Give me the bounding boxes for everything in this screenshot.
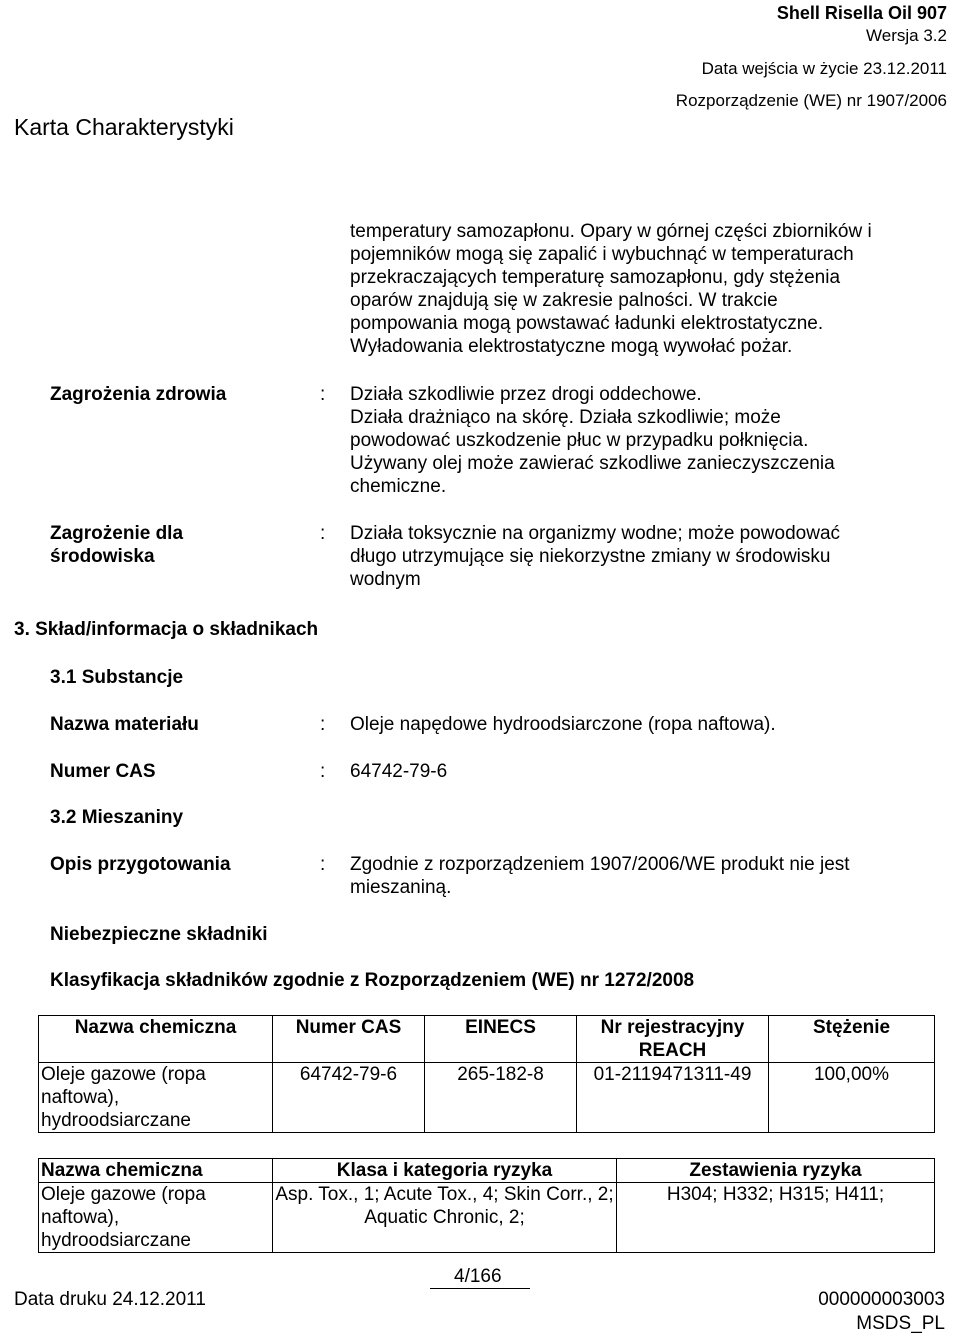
table-cell: H304; H332; H315; H411; bbox=[617, 1183, 935, 1253]
column-header: Nazwa chemiczna bbox=[39, 1016, 273, 1063]
colon: : bbox=[320, 523, 326, 544]
text-line: pojemników mogą się zapalić i wybuchnąć w temperaturach bbox=[350, 244, 854, 265]
table-header-row bbox=[39, 1159, 935, 1183]
column-header: Numer CAS bbox=[273, 1016, 425, 1063]
subsection-3-2-title: 3.2 Mieszaniny bbox=[50, 807, 184, 828]
document-type: MSDS_PL bbox=[856, 1313, 945, 1334]
text-line: Działa drażniąco na skórę. Działa szkodliwie; może bbox=[350, 407, 781, 428]
text-line: przekraczających temperaturę samozapłonu, gdy stężenia bbox=[350, 267, 841, 288]
regulation-label: Rozporządzenie (WE) nr 1907/2006 bbox=[675, 91, 947, 110]
colon: : bbox=[320, 761, 326, 782]
footer-divider bbox=[430, 1288, 530, 1289]
column-header: Stężenie bbox=[769, 1016, 935, 1063]
cas-number-value: 64742-79-6 bbox=[350, 761, 448, 782]
health-hazards-text bbox=[350, 383, 925, 498]
text-line: pompowania mogą powstawać ładunki elektrostatyczne. bbox=[350, 313, 824, 334]
text-line: długo utrzymujące się niekorzystne zmiany w środowisku bbox=[350, 546, 831, 567]
table-row bbox=[39, 1183, 935, 1253]
text-line: chemiczne. bbox=[350, 476, 447, 497]
print-date: Data druku 24.12.2011 bbox=[14, 1289, 206, 1310]
section-3-title: 3. Skład/informacja o składnikach bbox=[14, 619, 319, 640]
health-hazards-label: Zagrożenia zdrowia bbox=[50, 384, 227, 405]
column-header: Nr rejestracyjny REACH bbox=[577, 1016, 769, 1063]
text-line: oparów znajdują się w zakresie palności. W trakcie bbox=[350, 290, 778, 311]
text-line: temperatury samozapłonu. Opary w górnej części zbiorników i bbox=[350, 221, 872, 242]
preparation-text bbox=[350, 853, 925, 899]
version-label: Wersja 3.2 bbox=[866, 26, 947, 45]
text-line: Zgodnie z rozporządzeniem 1907/2006/WE produkt nie jest bbox=[350, 854, 850, 875]
page-number: 4/166 bbox=[454, 1266, 502, 1287]
table-cell: Oleje gazowe (ropa naftowa), hydroodsiarczane bbox=[39, 1063, 273, 1133]
material-name-value: Oleje napędowe hydroodsiarczone (ropa naftowa). bbox=[350, 714, 776, 735]
table-cell: Oleje gazowe (ropa naftowa), hydroodsiarczane bbox=[39, 1183, 273, 1253]
cas-number-label: Numer CAS bbox=[50, 761, 156, 782]
column-header: Nazwa chemiczna bbox=[39, 1159, 273, 1183]
label-line: Zagrożenie dla bbox=[50, 523, 184, 544]
label-line: środowiska bbox=[50, 546, 155, 567]
column-header: Klasa i kategoria ryzyka bbox=[273, 1159, 617, 1183]
material-name-label: Nazwa materiału bbox=[50, 714, 199, 735]
document-number: 000000003003 bbox=[818, 1289, 945, 1310]
table-cell: 01-2119471311-49 bbox=[577, 1063, 769, 1133]
effective-date: Data wejścia w życie 23.12.2011 bbox=[701, 59, 947, 78]
fire-hazard-paragraph bbox=[350, 220, 920, 358]
text-line: wodnym bbox=[350, 569, 421, 590]
text-line: mieszaniną. bbox=[350, 877, 452, 898]
column-header: EINECS bbox=[425, 1016, 577, 1063]
text-line: Używany olej może zawierać szkodliwe zanieczyszczenia bbox=[350, 453, 835, 474]
text-line: Działa toksycznie na organizmy wodne; może powodować bbox=[350, 523, 841, 544]
colon: : bbox=[320, 854, 326, 875]
table-cell: Asp. Tox., 1; Acute Tox., 4; Skin Corr., 2; Aquatic Chronic, 2; bbox=[273, 1183, 617, 1253]
table-row bbox=[39, 1063, 935, 1133]
preparation-label: Opis przygotowania bbox=[50, 854, 231, 875]
text-line: Wyładowania elektrostatyczne mogą wywołać pożar. bbox=[350, 336, 793, 357]
classification-title: Klasyfikacja składników zgodnie z Rozporządzeniem (WE) nr 1272/2008 bbox=[50, 970, 695, 991]
colon: : bbox=[320, 384, 326, 405]
environment-hazard-text bbox=[350, 522, 925, 591]
text-line: Działa szkodliwie przez drogi oddechowe. bbox=[350, 384, 702, 405]
hazardous-components-title: Niebezpieczne składniki bbox=[50, 924, 268, 945]
table-cell: 100,00% bbox=[769, 1063, 935, 1133]
table-cell: 265-182-8 bbox=[425, 1063, 577, 1133]
product-name: Shell Risella Oil 907 bbox=[776, 3, 947, 23]
colon: : bbox=[320, 714, 326, 735]
column-header: Zestawienia ryzyka bbox=[617, 1159, 935, 1183]
risk-classification-table bbox=[38, 1158, 935, 1253]
subsection-3-1-title: 3.1 Substancje bbox=[50, 667, 184, 688]
text-line: powodować uszkodzenie płuc w przypadku połknięcia. bbox=[350, 430, 809, 451]
document-title: Karta Charakterystyki bbox=[14, 114, 234, 140]
table-header-row bbox=[39, 1016, 935, 1063]
table-cell: 64742-79-6 bbox=[273, 1063, 425, 1133]
environment-hazard-label bbox=[50, 522, 300, 568]
components-table bbox=[38, 1015, 935, 1133]
